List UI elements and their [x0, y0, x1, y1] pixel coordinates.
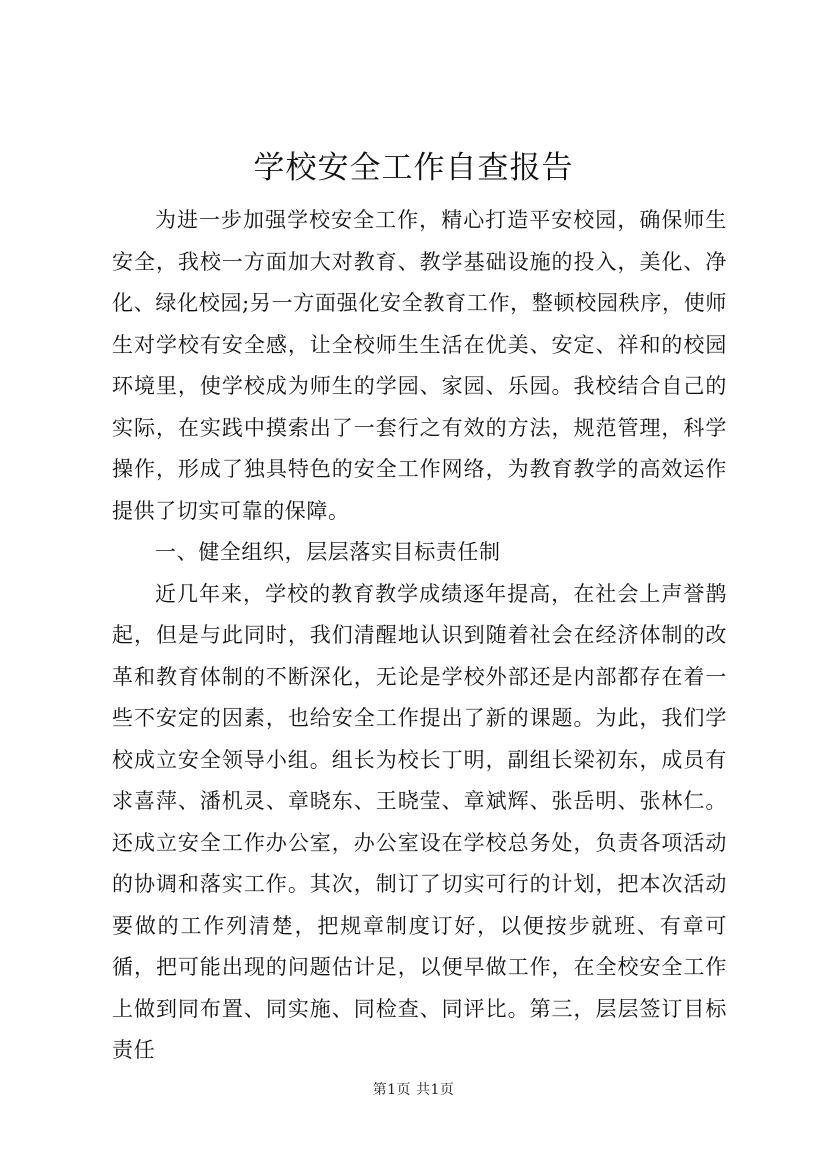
page-title: 学校安全工作自查报告 — [253, 150, 574, 186]
section-heading: 一、健全组织，层层落实目标责任制 — [155, 540, 501, 564]
body-paragraph: 近几年来，学校的教育教学成绩逐年提高，在社会上声誉鹊起，但是与此同时，我们清醒地认识到随着社会在经济体制的改革和教育体制的不断深化，无论是学校外部还是内部都存在着一些不安定的因素，也给安全工作提出了新的课题。为此，我们学校成立安全领导小组。组长为校长丁明，副组长梁初东，成员有求喜萍、潘机灵、章晓东、王晓莹、章斌辉、张岳明、张林仁。还成立安全工作办公室，办公室设在学校总务处，负责各项活动的协调和落实工作。其次，制订了切实可行的计划，把本次活动要做的工作列清楚，把规章制度订好，以便按步就班、有章可循，把可能出现的问题估计足，以便早做工作，在全校安全工作上做到同布置、同实施、同检查、同评比。第三，层层签订目标责任 — [112, 581, 727, 1062]
intro-paragraph: 为进一步加强学校安全工作，精心打造平安校园，确保师生安全，我校一方面加大对教育、教学基础设施的投入，美化、净化、绿化校园;另一方面强化安全教育工作，整顿校园秩序，使师生对学校有安全感，让全校师生生活在优美、安定、祥和的校园环境里，使学校成为师生的学园、家园、乐园。我校结合自己的实际，在实践中摸索出了一套行之有效的方法，规范管理，科学操作，形成了独具特色的安全工作网络，为教育教学的高效运作提供了切实可靠的保障。 — [112, 208, 727, 523]
document-body — [112, 200, 727, 1072]
page-number-footer: 第1页 共1页 — [372, 1082, 455, 1098]
